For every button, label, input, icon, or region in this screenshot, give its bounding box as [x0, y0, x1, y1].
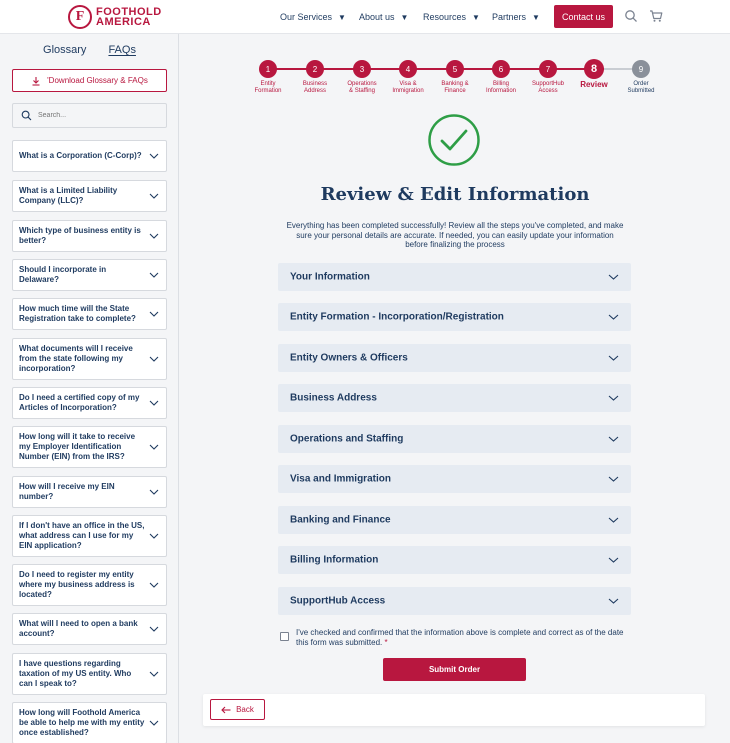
section-banking-finance[interactable]	[278, 506, 631, 534]
section-billing-information[interactable]	[278, 546, 631, 574]
step-business-address[interactable]	[290, 60, 340, 95]
step-number: 7	[539, 60, 557, 78]
faq-question: What will I need to open a bank account?	[19, 619, 138, 638]
nav-label: Our Services	[280, 12, 333, 22]
step-label: Business	[302, 81, 328, 87]
step-banking-finance[interactable]	[430, 60, 480, 95]
faq-item[interactable]	[12, 515, 167, 557]
tab-glossary[interactable]: Glossary	[43, 44, 87, 56]
faq-question: Do I need to register my entity where my business address is located?	[19, 570, 135, 599]
step-label: Visa &	[399, 81, 417, 87]
progress-stepper	[180, 46, 730, 94]
faq-search-input[interactable]	[38, 112, 158, 119]
chevron-down-icon	[608, 314, 619, 320]
section-title: Operations and Staffing	[290, 433, 404, 445]
step-label: & Staffing	[349, 88, 375, 94]
faq-question: Should I incorporate in Delaware?	[19, 265, 107, 284]
section-entity-formation[interactable]	[278, 303, 631, 331]
chevron-down-icon	[608, 355, 619, 361]
caret-down-icon: ▼	[338, 12, 346, 22]
search-icon[interactable]	[624, 9, 638, 23]
search-icon	[21, 110, 32, 121]
faq-item[interactable]	[12, 338, 167, 380]
caret-down-icon: ▼	[532, 12, 540, 22]
nav-label: About us	[359, 12, 395, 22]
section-your-information[interactable]	[278, 263, 631, 291]
faq-sidebar	[0, 34, 179, 743]
faq-item[interactable]	[12, 259, 167, 291]
step-supporthub-access[interactable]	[523, 60, 573, 95]
cart-icon[interactable]	[649, 9, 663, 23]
faq-item[interactable]	[12, 298, 167, 330]
step-number: 2	[306, 60, 324, 78]
nav-label: Resources	[423, 12, 467, 22]
chevron-down-icon	[608, 557, 619, 563]
faq-item[interactable]	[12, 653, 167, 695]
step-label: Banking &	[441, 81, 469, 87]
chevron-down-icon	[149, 233, 159, 239]
top-header	[0, 0, 730, 34]
faq-question: What is a Limited Liability Company (LLC)?	[19, 186, 118, 205]
step-label: Immigration	[392, 88, 424, 94]
faq-item[interactable]	[12, 220, 167, 252]
section-title: Banking and Finance	[290, 514, 391, 526]
faq-item[interactable]	[12, 564, 167, 606]
faq-item[interactable]	[12, 180, 167, 212]
section-title: Billing Information	[290, 554, 379, 566]
logo-line-1: FOOTHOLD	[96, 6, 162, 18]
section-visa-immigration[interactable]	[278, 465, 631, 493]
nav-item-partners[interactable]	[492, 0, 540, 34]
back-button[interactable]	[210, 699, 265, 720]
chevron-down-icon	[608, 274, 619, 280]
confirm-label	[296, 628, 626, 647]
faq-question: Which type of business entity is better?	[19, 226, 141, 245]
step-order-submitted	[616, 60, 666, 95]
step-label: Review	[580, 80, 608, 89]
nav-item-about-us[interactable]	[359, 0, 408, 34]
faq-question: How will I receive my EIN number?	[19, 482, 115, 501]
faq-item[interactable]	[12, 613, 167, 645]
success-check-icon	[428, 114, 480, 166]
faq-question: Do I need a certified copy of my Articles of Incorporation?	[19, 393, 140, 412]
step-label: Information	[485, 88, 516, 94]
step-label: Order	[633, 81, 649, 87]
faq-question: I have questions regarding taxation of my US entity. Who can I speak to?	[19, 659, 132, 688]
logo[interactable]	[68, 4, 162, 30]
step-operations-staffing[interactable]	[337, 60, 387, 95]
confirm-checkbox[interactable]	[280, 632, 289, 641]
step-label: Entity	[260, 81, 276, 87]
section-title: Visa and Immigration	[290, 473, 391, 485]
chevron-down-icon	[149, 311, 159, 317]
faq-item[interactable]	[12, 426, 167, 468]
caret-down-icon: ▼	[472, 12, 480, 22]
step-visa-immigration[interactable]	[383, 60, 433, 95]
section-supporthub-access[interactable]	[278, 587, 631, 615]
chevron-down-icon	[149, 356, 159, 362]
contact-us-button[interactable]: Contact us	[554, 5, 613, 28]
logo-line-2: AMERICA	[96, 16, 151, 28]
faq-item[interactable]	[12, 387, 167, 419]
chevron-down-icon	[608, 395, 619, 401]
download-label: 'Download Glossary & FAQs	[47, 76, 148, 85]
chevron-down-icon	[149, 153, 159, 159]
chevron-down-icon	[608, 476, 619, 482]
review-main	[180, 34, 730, 743]
section-title: Entity Owners & Officers	[290, 352, 408, 364]
faq-question: How long will Foothold America be able to help me with my entity once established?	[19, 708, 145, 737]
section-entity-owners[interactable]	[278, 344, 631, 372]
chevron-down-icon	[608, 517, 619, 523]
chevron-down-icon	[608, 436, 619, 442]
chevron-down-icon	[149, 626, 159, 632]
chevron-down-icon	[149, 671, 159, 677]
step-number: 3	[353, 60, 371, 78]
step-number: 4	[399, 60, 417, 78]
step-number: 1	[259, 60, 277, 78]
caret-down-icon: ▼	[400, 12, 409, 22]
footer-bar	[203, 694, 705, 726]
step-review[interactable]	[569, 60, 619, 88]
step-label: Billing	[492, 81, 509, 87]
back-label: Back	[236, 705, 254, 714]
section-operations-staffing[interactable]	[278, 425, 631, 453]
chevron-down-icon	[149, 400, 159, 406]
faq-question: What documents will I receive from the state following my incorporation?	[19, 344, 133, 373]
section-title: Business Address	[290, 392, 377, 404]
confirm-text: I've checked and confirmed that the information above is complete and correct as of the date this form was submitted.	[296, 628, 624, 647]
sidebar-tabs	[0, 44, 179, 60]
step-label: Access	[538, 88, 558, 94]
download-glossary-button[interactable]	[12, 69, 167, 92]
faq-question: What is a Corporation (C-Corp)?	[19, 151, 142, 160]
chevron-down-icon	[608, 598, 619, 604]
section-title: Your Information	[290, 271, 370, 283]
faq-item[interactable]	[12, 140, 167, 172]
faq-question: How much time will the State Registration take to complete?	[19, 304, 136, 323]
step-number: 8	[584, 59, 604, 79]
nav-item-our-services[interactable]	[280, 0, 346, 34]
faq-search[interactable]	[12, 103, 167, 128]
step-billing-information[interactable]	[476, 60, 526, 95]
step-label: Finance	[444, 88, 466, 94]
submit-order-button[interactable]: Submit Order	[383, 658, 526, 681]
page-subtitle: Everything has been completed successfully! Review all the steps you've completed, and make sure your personal details are accurate. If needed, you can easily update your information before finalizing the process	[286, 221, 624, 249]
nav-label: Partners	[492, 12, 527, 22]
chevron-down-icon	[149, 193, 159, 199]
step-label: Operations	[347, 81, 377, 87]
faq-item[interactable]	[12, 476, 167, 508]
chevron-down-icon	[149, 272, 159, 278]
step-label: SupportHub	[531, 81, 565, 87]
step-number: 9	[632, 60, 650, 78]
section-title: Entity Formation - Incorporation/Registration	[290, 311, 504, 323]
required-mark: *	[384, 637, 388, 647]
faq-question: How long will it take to receive my Employer Identification Number (EIN) from the IRS?	[19, 432, 136, 461]
section-title: SupportHub Access	[290, 595, 386, 607]
chevron-down-icon	[149, 720, 159, 726]
step-label: Formation	[254, 88, 282, 94]
step-label: Submitted	[627, 88, 655, 94]
nav-item-resources[interactable]	[423, 0, 480, 34]
chevron-down-icon	[149, 533, 159, 539]
tab-faqs[interactable]: FAQs	[108, 44, 136, 56]
step-number: 6	[492, 60, 510, 78]
download-icon	[31, 76, 41, 86]
faq-question: If I don't have an office in the US, what address can I use for my EIN application?	[19, 521, 145, 550]
arrow-left-icon	[221, 706, 231, 714]
chevron-down-icon	[149, 582, 159, 588]
step-label: Address	[303, 88, 326, 94]
section-business-address[interactable]	[278, 384, 631, 412]
step-number: 5	[446, 60, 464, 78]
chevron-down-icon	[149, 489, 159, 495]
page-title: Review & Edit Information	[320, 184, 590, 205]
logo-mark: F	[68, 5, 92, 29]
chevron-down-icon	[149, 444, 159, 450]
faq-item[interactable]	[12, 702, 167, 743]
step-entity-formation[interactable]	[243, 60, 293, 95]
